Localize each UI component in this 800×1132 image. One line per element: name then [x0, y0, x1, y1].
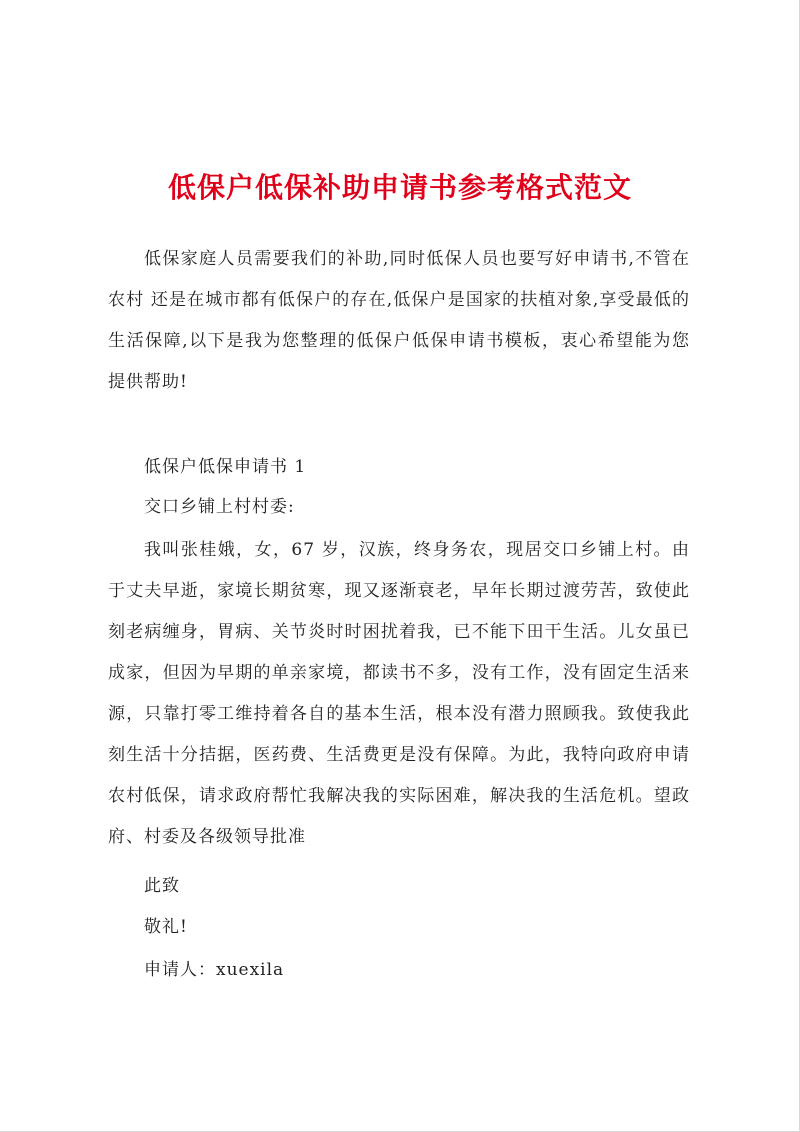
- letter-applicant-signature: 申请人：xuexila: [144, 960, 285, 980]
- letter-body-paragraph: 我叫张桂娥，女，67 岁，汉族，终身务农，现居交口乡铺上村。由于丈夫早逝，家境长期贫寒，现又逐渐衰老，早年长期过渡劳苦，致使此刻老病缠身，胃病、关节炎时时困扰着我，已不能下田干生活。儿女虽已成家，但因为早期的单亲家境，都读书不多，没有工作，没有固定生活来源，只靠打零工维持着各自的基本生活，根本没有潜力照顾我。致使我此刻生活十分拮据，医药费、生活费更是没有保障。为此，我特向政府申请农村低保，请求政府帮忙我解决我的实际困难，解决我的生活危机。望政府、村委及各级领导批准: [108, 540, 690, 847]
- intro-paragraph: 低保家庭人员需要我们的补助,同时低保人员也要写好申请书,不管在农村 还是在城市都有低保户的存在,低保户是国家的扶植对象,享受最低的生活保障,以下是我为您整理的低保户低保申请书模板，衷心希望能为您提供帮助!: [108, 249, 690, 392]
- page-title: 低保户低保补助申请书参考格式范文: [167, 171, 632, 204]
- letter-addressee: 交口乡铺上村村委:: [144, 497, 295, 517]
- letter-closing-salute: 敬礼!: [144, 917, 188, 937]
- letter-heading: 低保户低保申请书 1: [144, 457, 307, 477]
- letter-closing-greeting: 此致: [144, 876, 180, 896]
